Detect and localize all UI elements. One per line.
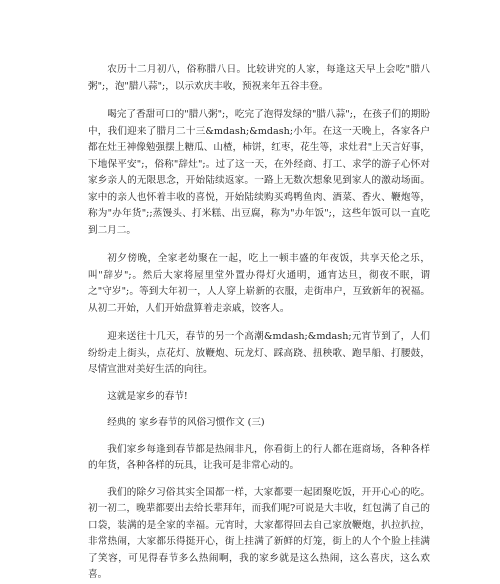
- paragraph-new-year-eve: 初夕傍晚，全家老幼聚在一起，吃上一顿丰盛的年夜饭，共享天伦之乐，叫"辞岁";。然后大家将屋里堂外置办得灯火通明，通宵达旦，彻夜不眠，谓之"守岁";。等到大年初一，人人穿上崭新的衣服，走街串户，互致新年的祝福。从初二开始，人们开始盘算着走亲戚，饺客人。: [88, 253, 430, 314]
- paragraph-xiaonian: 喝完了香甜可口的"腊八粥";，吃完了泡得发绿的"腊八蒜";，在孩子们的期盼中，我们迎来了腊月二十三&mdash;&mdash;小年。在这一天晚上，各家各户都在灶王神像勉强摆上糖瓜、山楂，柿饼，红枣，花生等，求灶君"上天言好事，下地保平安";，俗称"辞灶";。过了这一天，在外经商、打工、求学的游子心怀对家乡亲人的无限思念，开始陆续返家。一路上无数次想象见到家人的激动场面。家中的亲人也怀着丰收的喜悦，开始陆续购买鸡鸭鱼肉、酒菜、香火、鞭炮等，称为"办年货";;蒸馒头、打米糕、出豆腐，称为"办年饭";，这些年饭可以一直吃到二月二。: [88, 109, 430, 236]
- section-title: 经典的 家乡春节的风俗习惯作文 (三): [107, 417, 265, 428]
- paragraph-laba-intro: 农历十二月初八，俗称腊八日。比较讲究的人家，每逢这天早上会吃"腊八粥";，泡"腊八蒜";，以示欢庆丰收，预祝来年五谷丰登。: [88, 64, 430, 92]
- closing-line: 这就是家乡的春节!: [107, 390, 188, 402]
- paragraph-lantern-festival: 迎来送往十几天，春节的另一个高潮&mdash;&mdash;元宵节到了，人们纷纷走上街头，点花灯、放鞭炮、玩龙灯、踩高跷、扭秧歌、跑旱船、打腰鼓，尽情宣泄对美好生活的向往。: [88, 331, 430, 375]
- paragraph-hometown-lively: 我们家乡每逢到春节都是热闹非凡，你看街上的行人都在逛商场，各种各样的年货，各种各样的玩具，让我可是非常心动的。: [88, 443, 430, 471]
- paragraph-eve-customs: 我们的除夕习俗其实全国都一样，大家都要一起团聚吃饭，开开心心的吃。初一初二，晚辈都要出去给长辈拜年，而我们呢?可说是大丰收，红包满了自己的口袋，装满的是全家的幸福。元宵时，大家都得回去自己家放鞭炮，扒拉扒拉，非常热闹，大家都乐得挺开心，街上挂满了新鲜的灯笼，街上的人个个脸上挂满了笑容，可见得春节多么热闹啊，我的家乡就是这么热闹，这么喜庆，这么欢喜。: [88, 486, 430, 580]
- document-page: [88, 62, 430, 584]
